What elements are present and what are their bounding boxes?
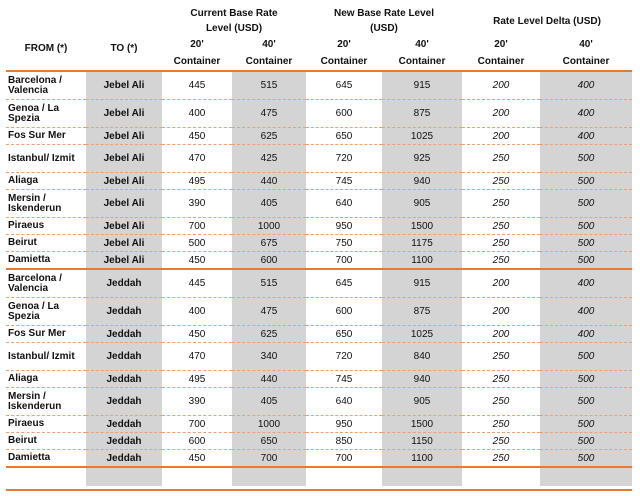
delta-20-cell: 250 xyxy=(462,450,540,468)
current-40-cell: 440 xyxy=(232,173,306,190)
new-20-cell: 650 xyxy=(306,326,382,343)
empty-cell xyxy=(462,467,540,486)
delta-20-cell: 250 xyxy=(462,145,540,173)
delta-20-cell: 250 xyxy=(462,173,540,190)
from-cell: Beirut xyxy=(6,433,86,450)
new-40-cell: 905 xyxy=(382,388,462,416)
table-header xyxy=(6,6,632,71)
new-40-cell: 915 xyxy=(382,71,462,100)
new-40-cell: 840 xyxy=(382,343,462,371)
table-row xyxy=(6,450,632,468)
delta-40-cell: 500 xyxy=(540,173,632,190)
new-40-cell: 940 xyxy=(382,371,462,388)
current-40-cell: 625 xyxy=(232,326,306,343)
from-cell: Mersin / Iskenderun xyxy=(6,388,86,416)
empty-cell xyxy=(232,467,306,486)
table-body xyxy=(6,71,632,486)
current-20-cell: 470 xyxy=(162,343,232,371)
to-cell: Jeddah xyxy=(86,450,162,468)
to-cell: Jebel Ali xyxy=(86,190,162,218)
delta-40-cell: 500 xyxy=(540,450,632,468)
delta-40-cell: 500 xyxy=(540,190,632,218)
delta-40-cell: 400 xyxy=(540,326,632,343)
new-40-cell: 1150 xyxy=(382,433,462,450)
size-header: 40' xyxy=(415,39,429,50)
new-20-cell: 950 xyxy=(306,218,382,235)
current-20-cell: 450 xyxy=(162,252,232,270)
to-cell: Jeddah xyxy=(86,433,162,450)
from-cell: Barcelona / Valencia xyxy=(6,269,86,298)
table-row xyxy=(6,326,632,343)
current-20-cell: 500 xyxy=(162,235,232,252)
current-40-cell: 515 xyxy=(232,71,306,100)
delta-40-cell: 500 xyxy=(540,235,632,252)
delta-40-cell: 400 xyxy=(540,269,632,298)
current-40-cell: 440 xyxy=(232,371,306,388)
delta-20-cell: 250 xyxy=(462,433,540,450)
current-rate-header: Current Base Rate Level (USD) xyxy=(190,8,278,34)
delta-20-cell: 200 xyxy=(462,71,540,100)
delta-20-cell: 250 xyxy=(462,416,540,433)
delta-40-cell: 500 xyxy=(540,218,632,235)
delta-20-cell: 250 xyxy=(462,388,540,416)
to-cell: Jebel Ali xyxy=(86,145,162,173)
delta-40-cell: 500 xyxy=(540,416,632,433)
container-header: Container xyxy=(562,56,610,67)
new-40-cell: 875 xyxy=(382,298,462,326)
new-40-cell: 1500 xyxy=(382,416,462,433)
new-20-cell: 645 xyxy=(306,71,382,100)
from-cell: Damietta xyxy=(6,252,86,270)
new-20-cell: 720 xyxy=(306,145,382,173)
delta-20-cell: 250 xyxy=(462,343,540,371)
delta-20-cell: 200 xyxy=(462,298,540,326)
current-40-cell: 650 xyxy=(232,433,306,450)
from-cell: Beirut xyxy=(6,235,86,252)
table-row xyxy=(6,173,632,190)
table-row xyxy=(6,128,632,145)
delta-40-cell: 400 xyxy=(540,298,632,326)
current-20-cell: 390 xyxy=(162,388,232,416)
to-cell: Jeddah xyxy=(86,326,162,343)
current-40-cell: 625 xyxy=(232,128,306,145)
to-cell: Jebel Ali xyxy=(86,71,162,100)
table-row xyxy=(6,269,632,298)
delta-40-cell: 500 xyxy=(540,343,632,371)
empty-cell xyxy=(540,467,632,486)
new-rate-header: New Base Rate Level (USD) xyxy=(333,8,435,34)
size-header: 40' xyxy=(579,39,593,50)
delta-20-cell: 250 xyxy=(462,235,540,252)
new-20-cell: 600 xyxy=(306,298,382,326)
current-20-cell: 400 xyxy=(162,100,232,128)
new-40-cell: 940 xyxy=(382,173,462,190)
delta-20-cell: 200 xyxy=(462,100,540,128)
current-40-cell: 1000 xyxy=(232,218,306,235)
current-40-cell: 425 xyxy=(232,145,306,173)
size-header: 20' xyxy=(337,39,351,50)
new-40-cell: 925 xyxy=(382,145,462,173)
table-row xyxy=(6,416,632,433)
new-20-cell: 700 xyxy=(306,252,382,270)
new-20-cell: 640 xyxy=(306,190,382,218)
current-20-cell: 450 xyxy=(162,326,232,343)
table-row xyxy=(6,218,632,235)
from-cell: Aliaga xyxy=(6,371,86,388)
from-cell: Piraeus xyxy=(6,416,86,433)
new-20-cell: 700 xyxy=(306,450,382,468)
table-bottom-rule xyxy=(6,489,632,491)
empty-cell xyxy=(6,467,86,486)
table-row xyxy=(6,190,632,218)
new-20-cell: 750 xyxy=(306,235,382,252)
current-40-cell: 515 xyxy=(232,269,306,298)
current-40-cell: 405 xyxy=(232,190,306,218)
to-cell: Jeddah xyxy=(86,416,162,433)
new-20-cell: 850 xyxy=(306,433,382,450)
current-20-cell: 390 xyxy=(162,190,232,218)
delta-20-cell: 200 xyxy=(462,326,540,343)
current-40-cell: 405 xyxy=(232,388,306,416)
container-header: Container xyxy=(398,56,446,67)
new-20-cell: 600 xyxy=(306,100,382,128)
from-cell: Piraeus xyxy=(6,218,86,235)
new-40-cell: 1175 xyxy=(382,235,462,252)
new-20-cell: 645 xyxy=(306,269,382,298)
container-header: Container xyxy=(477,56,525,67)
new-40-cell: 905 xyxy=(382,190,462,218)
delta-20-cell: 200 xyxy=(462,128,540,145)
delta-20-cell: 250 xyxy=(462,218,540,235)
new-20-cell: 720 xyxy=(306,343,382,371)
to-cell: Jebel Ali xyxy=(86,173,162,190)
table-row xyxy=(6,343,632,371)
new-20-cell: 745 xyxy=(306,371,382,388)
empty-cell xyxy=(306,467,382,486)
new-20-cell: 650 xyxy=(306,128,382,145)
new-20-cell: 745 xyxy=(306,173,382,190)
to-cell: Jeddah xyxy=(86,343,162,371)
from-cell: Mersin / Iskenderun xyxy=(6,190,86,218)
delta-20-cell: 250 xyxy=(462,252,540,270)
delta-40-cell: 400 xyxy=(540,100,632,128)
table-row xyxy=(6,388,632,416)
new-20-cell: 640 xyxy=(306,388,382,416)
to-cell: Jebel Ali xyxy=(86,128,162,145)
table-footer-row xyxy=(6,467,632,486)
current-20-cell: 450 xyxy=(162,128,232,145)
from-cell: Barcelona / Valencia xyxy=(6,71,86,100)
current-20-cell: 400 xyxy=(162,298,232,326)
from-cell: Istanbul/ Izmit xyxy=(6,145,86,173)
empty-cell xyxy=(162,467,232,486)
current-40-cell: 675 xyxy=(232,235,306,252)
to-header: TO (*) xyxy=(110,42,138,54)
table-row xyxy=(6,235,632,252)
current-20-cell: 600 xyxy=(162,433,232,450)
new-40-cell: 1100 xyxy=(382,450,462,468)
delta-20-cell: 250 xyxy=(462,190,540,218)
current-40-cell: 475 xyxy=(232,298,306,326)
table-row xyxy=(6,371,632,388)
empty-cell xyxy=(382,467,462,486)
from-cell: Damietta xyxy=(6,450,86,468)
current-20-cell: 470 xyxy=(162,145,232,173)
from-cell: Aliaga xyxy=(6,173,86,190)
current-40-cell: 475 xyxy=(232,100,306,128)
from-cell: Istanbul/ Izmit xyxy=(6,343,86,371)
from-cell: Genoa / La Spezia xyxy=(6,298,86,326)
rate-table xyxy=(6,6,632,486)
current-20-cell: 445 xyxy=(162,269,232,298)
delta-40-cell: 500 xyxy=(540,388,632,416)
empty-cell xyxy=(86,467,162,486)
table-row xyxy=(6,71,632,100)
to-cell: Jeddah xyxy=(86,371,162,388)
table-row xyxy=(6,252,632,270)
from-cell: Fos Sur Mer xyxy=(6,128,86,145)
to-cell: Jebel Ali xyxy=(86,100,162,128)
new-40-cell: 875 xyxy=(382,100,462,128)
new-40-cell: 1025 xyxy=(382,326,462,343)
new-20-cell: 950 xyxy=(306,416,382,433)
current-40-cell: 600 xyxy=(232,252,306,270)
delta-40-cell: 500 xyxy=(540,433,632,450)
to-cell: Jebel Ali xyxy=(86,218,162,235)
new-40-cell: 1500 xyxy=(382,218,462,235)
current-20-cell: 700 xyxy=(162,218,232,235)
delta-40-cell: 500 xyxy=(540,252,632,270)
current-20-cell: 495 xyxy=(162,173,232,190)
delta-40-cell: 400 xyxy=(540,71,632,100)
to-cell: Jeddah xyxy=(86,298,162,326)
delta-20-cell: 250 xyxy=(462,371,540,388)
size-header: 40' xyxy=(262,39,276,50)
container-header: Container xyxy=(245,56,293,67)
to-cell: Jeddah xyxy=(86,269,162,298)
delta-40-cell: 500 xyxy=(540,145,632,173)
container-header: Container xyxy=(173,56,221,67)
from-cell: Fos Sur Mer xyxy=(6,326,86,343)
size-header: 20' xyxy=(190,39,204,50)
current-20-cell: 700 xyxy=(162,416,232,433)
table-row xyxy=(6,298,632,326)
current-40-cell: 700 xyxy=(232,450,306,468)
current-20-cell: 445 xyxy=(162,71,232,100)
new-40-cell: 1100 xyxy=(382,252,462,270)
current-40-cell: 1000 xyxy=(232,416,306,433)
current-20-cell: 495 xyxy=(162,371,232,388)
delta-20-cell: 200 xyxy=(462,269,540,298)
delta-40-cell: 500 xyxy=(540,371,632,388)
from-cell: Genoa / La Spezia xyxy=(6,100,86,128)
delta-header: Rate Level Delta (USD) xyxy=(493,15,601,27)
new-40-cell: 1025 xyxy=(382,128,462,145)
table-row xyxy=(6,145,632,173)
to-cell: Jeddah xyxy=(86,388,162,416)
to-cell: Jebel Ali xyxy=(86,235,162,252)
to-cell: Jebel Ali xyxy=(86,252,162,270)
delta-40-cell: 400 xyxy=(540,128,632,145)
table-row xyxy=(6,433,632,450)
from-header: FROM (*) xyxy=(24,42,68,54)
container-header: Container xyxy=(320,56,368,67)
table-row xyxy=(6,100,632,128)
size-header: 20' xyxy=(494,39,508,50)
current-20-cell: 450 xyxy=(162,450,232,468)
current-40-cell: 340 xyxy=(232,343,306,371)
new-40-cell: 915 xyxy=(382,269,462,298)
